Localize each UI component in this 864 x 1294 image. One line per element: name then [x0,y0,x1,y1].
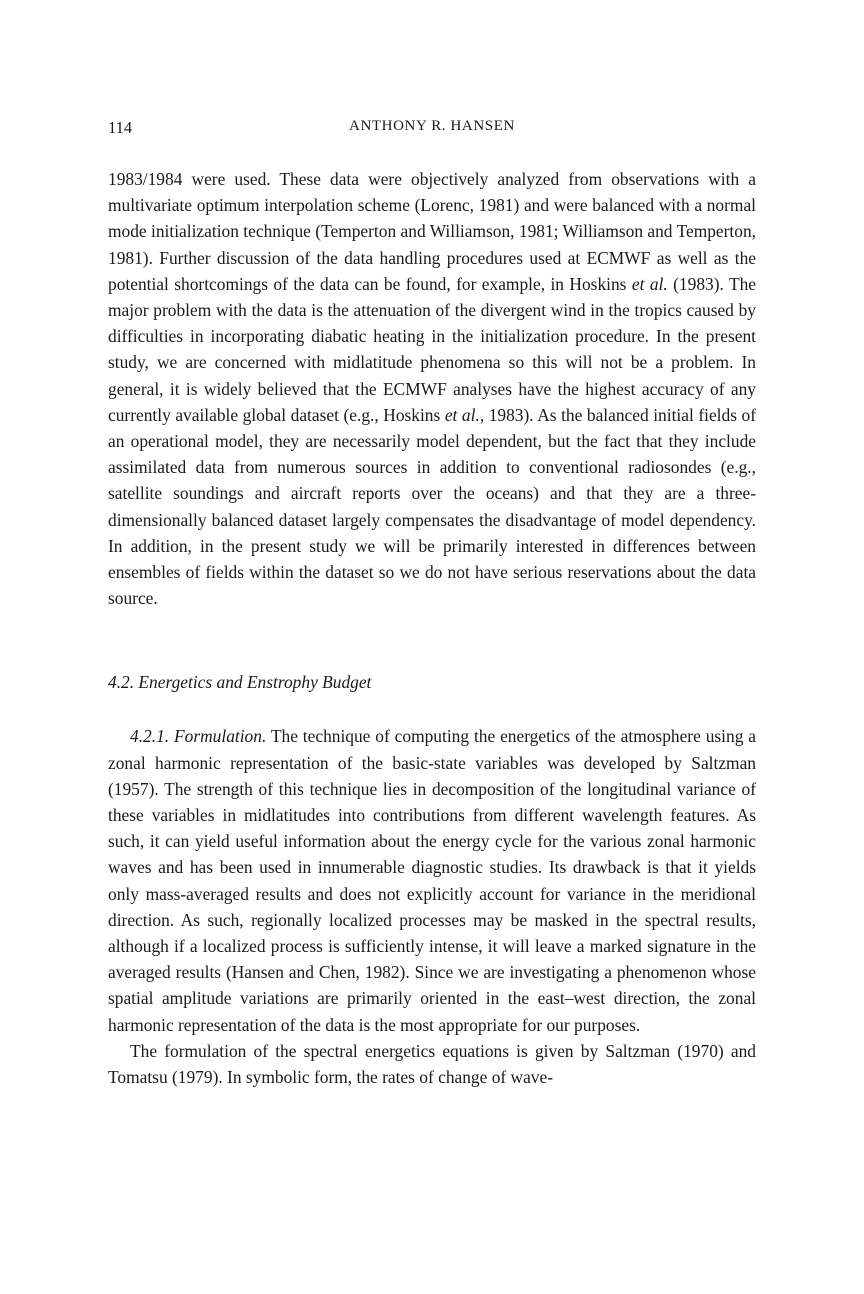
book-page [108,118,756,1090]
body-paragraph-data-description [108,166,756,611]
running-head-author: ANTHONY R. HANSEN [349,118,515,134]
paragraph-text: (1983). The major problem with the data is the attenuation of the divergent wind in the tropics caused by difficulties in incorporating diabatic heating in the initialization procedure. In the present study, we are concerned with midlatitude phenomena so this will not be a problem. In general, it is widely believed that the ECMWF analyses have the highest accuracy of any currently available global dataset (e.g., Hoskins [108,273,756,425]
running-head [108,118,756,142]
body-paragraph-spectral-equations: The formulation of the spectral energetics equations is given by Saltzman (1970) and Tomatsu (1979). In symbolic form, the rates of change of wave- [108,1040,756,1088]
page-number: 114 [108,118,133,137]
citation-et-al: et al. [631,273,668,294]
subsection-runin-heading: 4.2.1. Formulation. [130,726,267,747]
paragraph-text: The technique of computing the energetics of the atmosphere using a zonal harmonic representation of the basic-state variables was developed by Saltzman (1957). The strength of this technique lies in decomposition of the longitudinal variance of these variables in midlatitudes into contributions from different wavelength features. As such, it can yield useful information about the energy cycle for the various zonal harmonic waves and has been used in innumerable diagnostic studies. Its drawback is that it yields only mass-averaged results and does not explicitly account for variance in the meridional direction. As such, regionally localized processes may be masked in the spectral results, although if a localized process is sufficiently intense, it will leave a marked signature in the averaged results (Hansen and Chen, 1982). Since we are investigating a phenomenon whose spatial amplitude variations are primarily oriented in the east–west direction, the zonal harmonic representation of the data is the most appropriate for our purposes. [108,726,756,1035]
paragraph-text: , 1983). As the balanced initial fields of an operational model, they are necessarily model dependent, but the fact that they include assimilated data from numerous sources in addition to conventional radiosondes (e.g., satellite soundings and aircraft reports over the oceans) and that they are a three-dimensionally balanced dataset largely compensates the disadvantage of model dependency. In addition, in the present study we will be primarily interested in differences between ensembles of fields within the dataset so we do not have serious reservations about the data source. [108,404,756,609]
paragraph-text: 1983/1984 were used. These data were objectively analyzed from observations with a multivariate optimum interpolation scheme (Lorenc, 1981) and were balanced with a normal mode initialization technique (Temperton and Williamson, 1981; Williamson and Temperton, 1981). Further discussion of the data handling procedures used at ECMWF as well as the potential shortcomings of the data can be found, for example, in Hoskins [108,169,756,294]
body-paragraph-formulation [108,723,756,1037]
section-heading: 4.2. Energetics and Enstrophy Budget [108,672,372,693]
citation-et-al: et al. [444,404,480,425]
